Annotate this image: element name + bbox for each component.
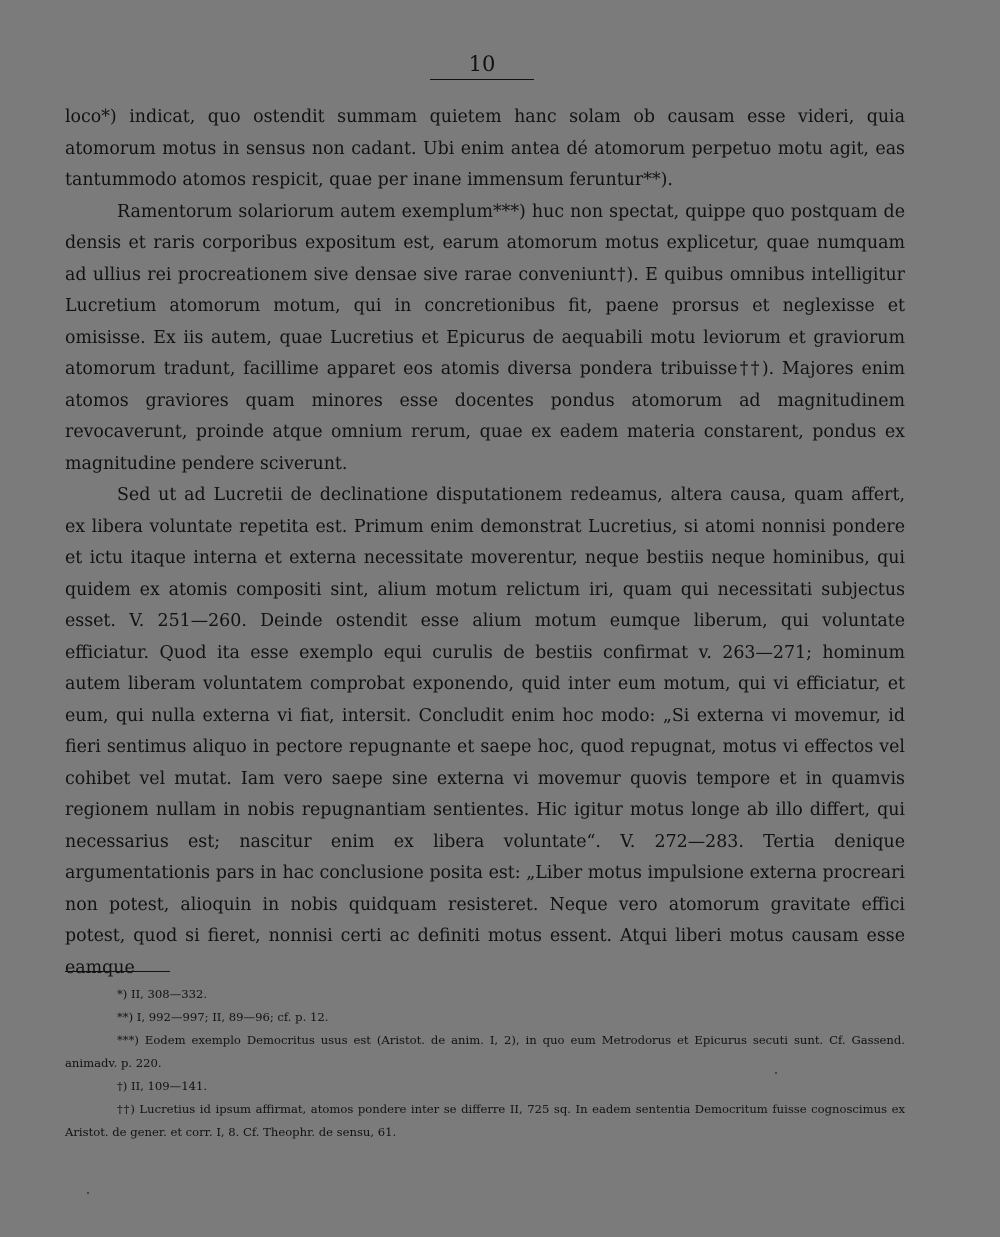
paragraph-2: Ramentorum solariorum autem exemplum***) huc non spectat, quippe quo postquam de densis et raris corporibus expositum est, earum atomorum motus explicetur, quae numquam ad ullius rei procreationem sive densae sive rarae conveniunt†). E quibus omnibus intelligitur Lucretium atomorum motum, qui in concretionibus fit, paene prorsus et neglexisse et omisisse. Ex iis autem, quae Lucretius et Epicurus de aequabili motu leviorum et graviorum atomorum tradunt, facillime apparet eos atomis diversa pondera tribuisse††). Majores enim atomos graviores quam minores esse docentes pondus atomorum ad magnitudinem revocaverunt, proinde atque omnium rerum, quae ex eadem materia constarent, pondus ex magnitudine pendere sciverunt.	[65, 201, 905, 474]
scan-speck	[87, 1192, 89, 1194]
scan-speck	[775, 1072, 777, 1074]
footnote-separator	[65, 971, 170, 972]
footnote-3: ***) Eodem exemplo Democritus usus est (Aristot. de anim. I, 2), in quo eum Metrodorus et Epicurus secuti sunt. Cf. Gassend. animadv. p. 220.	[65, 1033, 905, 1070]
paragraph-1: loco*) indicat, quo ostendit summam quietem hanc solam ob causam esse videri, quia atomorum motus in sensus non cadant. Ubi enim antea dé atomorum perpetuo motu agit, eas tantummodo atomos respicit, quae per inane immensum feruntur**).	[65, 107, 905, 190]
footnote-5: ††) Lucretius id ipsum affirmat, atomos pondere inter se differre II, 725 sq. In eadem sententia Democritum fuisse cognoscimus ex Aristot. de gener. et corr. I, 8. Cf. Theophr. de sensu, 61.	[65, 1102, 905, 1139]
paragraph-3: Sed ut ad Lucretii de declinatione disputationem redeamus, altera causa, quam affert, ex libera voluntate repetita est. Primum enim demonstrat Lucretius, si atomi nonnisi pondere et ictu itaque interna et externa necessitate moverentur, neque bestiis neque hominibus, qui quidem ex atomis compositi sint, alium motum relictum iri, quam qui necessitati subjectus esset. V. 251—260. Deinde ostendit esse alium motum eumque liberum, qui voluntate efficiatur. Quod ita esse exemplo equi curulis de bestiis confirmat v. 263—271; hominum autem liberam voluntatem comprobat exponendo, quid inter eum motum, qui vi efficiatur, et eum, qui nulla externa vi fiat, intersit. Concludit enim hoc modo: „Si externa vi movemur, id fieri sentimus aliquo in pectore repugnante et saepe hoc, quod repugnat, motus vi effectos vel cohibet vel mutat. Iam vero saepe sine externa vi movemur quovis tempore et in quamvis regionem nullam in nobis repugnantiam sentientes. Hic igitur motus longe ab illo differt, qui necessarius est; nascitur enim ex libera voluntate“. V. 272—283. Tertia denique argumentationis pars in hac conclusione posita est: „Liber motus impulsione externa procreari non potest, alioquin in nobis quidquam resisteret. Neque vero atomorum gravitate effici potest, quod si fieret, nonnisi certi ac definiti motus essent. Atqui liberi motus causam esse eamque	[65, 485, 905, 978]
footnotes	[65, 983, 905, 1144]
main-text	[65, 102, 905, 984]
footnote-2: **) I, 992—997; II, 89—96; cf. p. 12.	[117, 1010, 329, 1024]
page-number: 10	[430, 50, 534, 80]
footnote-1: *) II, 308—332.	[117, 987, 208, 1001]
footnote-4: †) II, 109—141.	[117, 1079, 208, 1093]
